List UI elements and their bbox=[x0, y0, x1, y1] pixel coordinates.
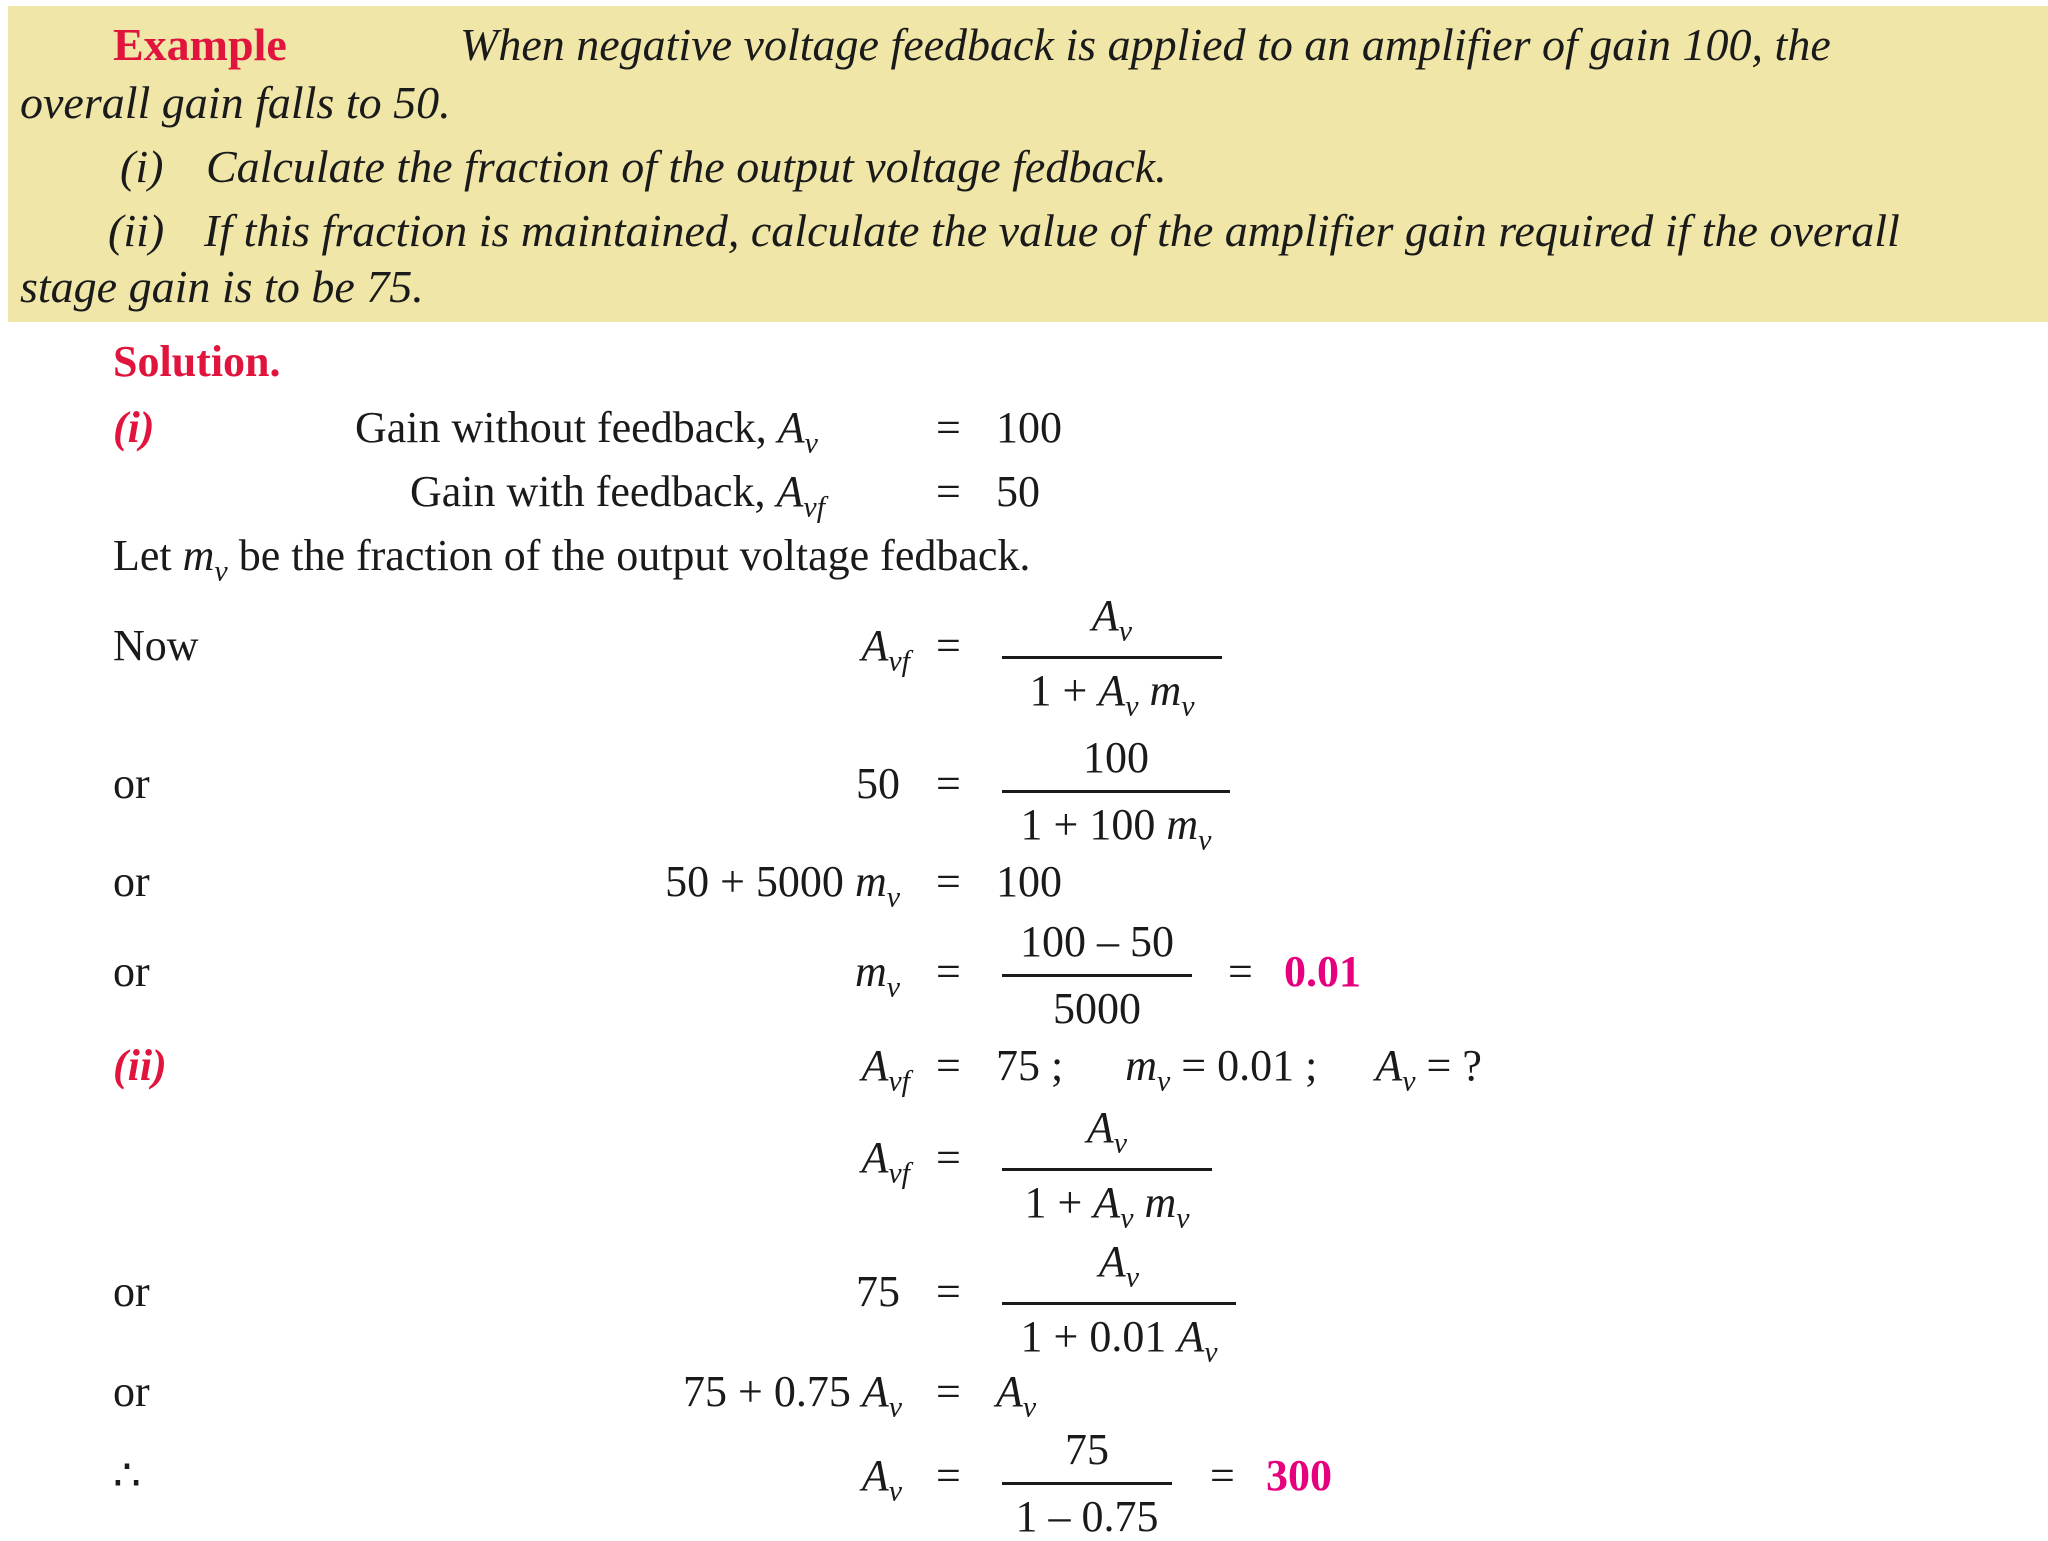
solution-part-ii-label: (ii) bbox=[113, 1041, 167, 1090]
part-ii-number: (ii) bbox=[108, 205, 165, 256]
example-label: Example bbox=[113, 19, 287, 70]
fraction-denominator: $1 + A_v$ $m_v$ bbox=[1029, 666, 1195, 723]
fraction-denominator: $1 + A_v$ $m_v$ bbox=[1024, 1178, 1190, 1235]
or-label: or bbox=[113, 1267, 150, 1316]
fraction-line8 bbox=[1002, 1237, 1236, 1369]
equals-sign: = bbox=[936, 621, 961, 670]
line3-lhs: 50 bbox=[856, 759, 900, 808]
equals-sign: = bbox=[936, 403, 961, 452]
fraction-bar bbox=[1002, 1482, 1172, 1485]
equals-sign: = bbox=[936, 857, 961, 906]
fraction-bar bbox=[1002, 1302, 1236, 1305]
fraction-line5 bbox=[1002, 917, 1192, 1033]
fraction-bar bbox=[1002, 790, 1230, 793]
equals-sign: = bbox=[936, 1133, 961, 1182]
or-label: or bbox=[113, 759, 150, 808]
line4-rhs: 100 bbox=[996, 857, 1062, 906]
solution-label: Solution. bbox=[113, 337, 281, 386]
fraction-denominator: 1 – 0.75 bbox=[1015, 1492, 1159, 1541]
fraction-bar bbox=[1002, 974, 1192, 977]
equals-sign: = bbox=[936, 1041, 961, 1090]
fraction-numerator: 100 – 50 bbox=[1020, 917, 1174, 966]
equals-sign: = bbox=[936, 947, 961, 996]
fraction-denominator: 5000 bbox=[1053, 984, 1141, 1033]
fraction-line10 bbox=[1002, 1425, 1172, 1541]
therefore-symbol: ∴ bbox=[113, 1451, 141, 1500]
fraction-bar bbox=[1002, 656, 1222, 659]
fraction-numerator: $A_v$ bbox=[1098, 1237, 1140, 1294]
part-i-number: (i) bbox=[120, 141, 164, 192]
now-label: Now bbox=[113, 621, 199, 670]
part-ii-question: If this fraction is maintained, calculate the value of the amplifier gain required if the overall bbox=[204, 205, 1900, 256]
let-statement: Let $m_v$ be the fraction of the output voltage fedback. bbox=[113, 531, 1031, 588]
avf-lhs-1: $A_{vf}$ bbox=[861, 621, 910, 678]
equals-sign: = bbox=[1210, 1451, 1235, 1500]
line10-lhs: $A_v$ bbox=[861, 1451, 902, 1508]
part-i-question: Calculate the fraction of the output voltage fedback. bbox=[206, 141, 1167, 192]
equals-sign: = bbox=[936, 467, 961, 516]
line4-lhs: 50 + 5000 $m_v$ bbox=[665, 857, 900, 914]
fraction-denominator: 1 + 0.01 $A_v$ bbox=[1020, 1312, 1218, 1369]
equals-sign: = bbox=[936, 1451, 961, 1500]
fraction-numerator: 100 bbox=[1083, 733, 1149, 782]
fraction-denominator: 1 + 100 $m_v$ bbox=[1020, 800, 1212, 857]
line5-lhs: $m_v$ bbox=[854, 947, 900, 1004]
line9-lhs: 75 + 0.75 $A_v$ bbox=[683, 1367, 902, 1424]
fraction-numerator: 75 bbox=[1065, 1425, 1109, 1474]
equals-sign: = bbox=[936, 1267, 961, 1316]
gain-without-value: 100 bbox=[996, 403, 1062, 452]
or-label: or bbox=[113, 1367, 150, 1416]
line9-rhs: $A_v$ bbox=[996, 1367, 1037, 1424]
gain-with-feedback: Gain with feedback, $A_{vf}$ bbox=[410, 467, 826, 524]
example-intro-cont: overall gain falls to 50. bbox=[20, 77, 451, 128]
equals-sign: = bbox=[936, 1367, 961, 1416]
result-mv: 0.01 bbox=[1284, 947, 1361, 996]
example-intro: When negative voltage feedback is applied to an amplifier of gain 100, the bbox=[460, 19, 1831, 70]
line8-lhs: 75 bbox=[856, 1267, 900, 1316]
fraction-numerator: $A_v$ bbox=[1091, 591, 1133, 648]
or-label: or bbox=[113, 947, 150, 996]
fraction-numerator: $A_v$ bbox=[1086, 1103, 1128, 1160]
given-avf-lhs: $A_{vf}$ bbox=[861, 1041, 910, 1098]
equals-sign: = bbox=[936, 759, 961, 808]
fraction-avf-formula-1 bbox=[1002, 591, 1222, 723]
result-av: 300 bbox=[1266, 1451, 1332, 1500]
fraction-avf-formula-2 bbox=[1002, 1103, 1212, 1235]
solution-part-i-label: (i) bbox=[113, 403, 155, 452]
given-values: 75 ; $m_v = 0.01$ ; $A_v$ = ? bbox=[996, 1041, 1482, 1098]
or-label: or bbox=[113, 857, 150, 906]
fraction-line3 bbox=[1002, 733, 1230, 857]
part-ii-question-cont: stage gain is to be 75. bbox=[20, 261, 424, 312]
equals-sign: = bbox=[1228, 947, 1253, 996]
gain-with-value: 50 bbox=[996, 467, 1040, 516]
gain-without-feedback: Gain without feedback, $A_v$ bbox=[355, 403, 818, 460]
fraction-bar bbox=[1002, 1168, 1212, 1171]
avf-lhs-2: $A_{vf}$ bbox=[861, 1133, 910, 1190]
